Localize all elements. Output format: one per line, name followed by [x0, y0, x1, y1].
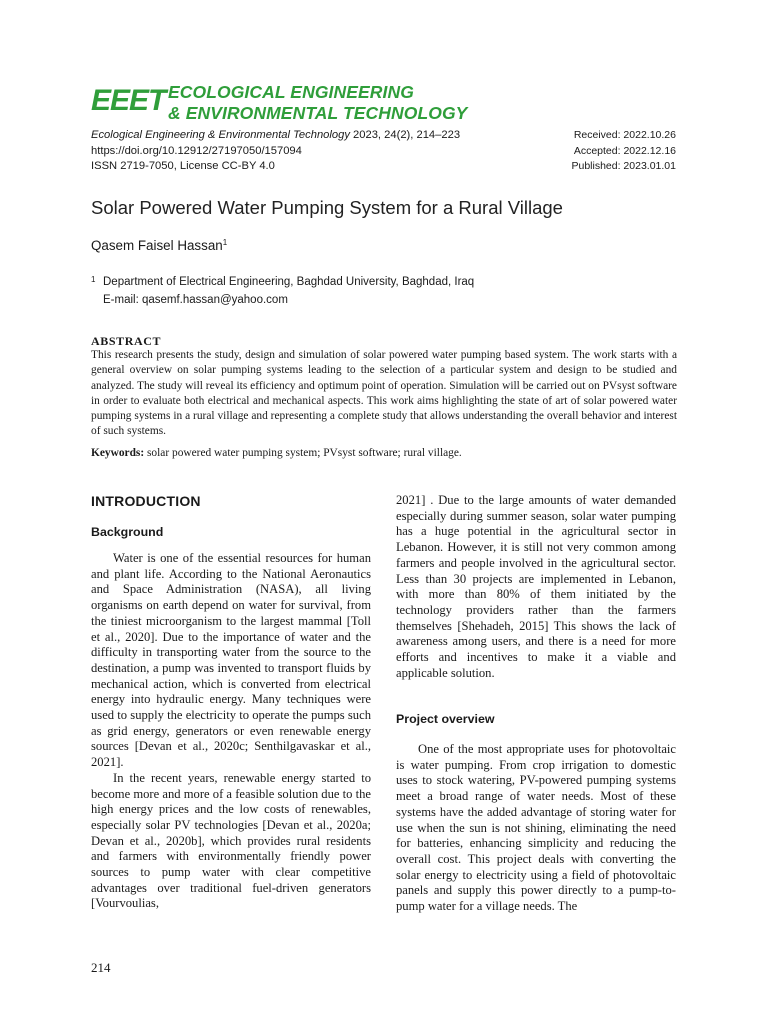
- doi-link[interactable]: https://doi.org/10.12912/27197050/157094: [91, 144, 302, 157]
- abstract-heading: ABSTRACT: [91, 334, 162, 348]
- right-column-text-2: [396, 742, 676, 915]
- citation-volume: 2023, 24(2), 214–223: [349, 129, 461, 141]
- keywords-list: solar powered water pumping system; PVsyst software; rural village.: [144, 447, 462, 459]
- page-number: 214: [91, 960, 111, 975]
- citation-journal: Ecological Engineering & Environmental Technology: [91, 129, 350, 141]
- author-name: [91, 238, 227, 253]
- background-heading: Background: [91, 525, 164, 539]
- affiliation-block: [91, 273, 474, 309]
- journal-logo: EEET: [91, 84, 166, 117]
- left-column-text: [91, 551, 371, 912]
- paragraph: Water is one of the essential resources for human and plant life. According to the National Aeronautics and Space Administration (NASA), all living organisms on earth depend on water for survival, from the tiniest microorganism to the largest mammal [Toll et al., 2020]. Due to the importance of water and the difficulty in transporting water from the source to the destination, a pump was invented to transport fluids by mechanical action, which is converted from electrical energy into hydraulic energy. Many techniques were used to supply the electricity to operate the pumps such as grid energy, generators or even renewable energy sources [Devan et al., 2020c; Senthilgavaskar et al., 2021].: [91, 551, 371, 770]
- paragraph: In the recent years, renewable energy started to become more and more of a feasible solution due to the high energy prices and the low costs of renewables, especially solar PV technologies [Devan et al., 2020a; Devan et al., 2020b], which provides rural residents and farmers with environmentally friendly power sources to pump water with clear competitive advantages over traditional fuel-driven generators [Vourvoulias,: [91, 770, 371, 911]
- author-email[interactable]: E-mail: qasemf.hassan@yahoo.com: [103, 294, 288, 306]
- affiliation-number: 1: [91, 275, 96, 284]
- journal-name-line2: & ENVIRONMENTAL TECHNOLOGY: [168, 103, 468, 123]
- article-title: Solar Powered Water Pumping System for a Rural Village: [91, 197, 563, 218]
- abstract-text: This research presents the study, design and simulation of solar powered water pumping based system. The work starts with a general overview on solar pumping systems leading to the selection of a particular system and design to be studied and analyzed. The study will reveal its efficiency and optimum point of operation. Simulation will be carried out on PVsyst software in order to evaluate both electrical and mechanical aspects. This work aims highlighting the state of art of solar powered water pumping systems in a rural village and representing a complete study that allows understanding the overall behavior and interest of such systems.: [91, 349, 677, 438]
- issn-license: ISSN 2719-7050, License CC-BY 4.0: [91, 160, 275, 172]
- affiliation-text: Department of Electrical Engineering, Baghdad University, Baghdad, Iraq: [103, 276, 475, 288]
- right-column-text: [396, 493, 676, 681]
- author-text: Qasem Faisel Hassan: [91, 238, 223, 253]
- journal-name: [168, 82, 467, 124]
- introduction-heading: INTRODUCTION: [91, 493, 201, 509]
- published-date: Published: 2023.01.01: [571, 160, 676, 172]
- paragraph: One of the most appropriate uses for photovoltaic is water pumping. From crop irrigation to domestic uses to stock watering, PV-powered pumping systems meet a broad range of water needs. Most of these systems have the added advantage of storing water for use when the sun is not shining, eliminating the need for batteries, enhancing simplicity and reducing the overall cost. This project deals with converting the solar energy to electricity using a field of photovoltaic panels and supply this power directly to a pump-to-pump water for a village needs. The: [396, 742, 676, 914]
- accepted-date: Accepted: 2022.12.16: [573, 144, 676, 157]
- paragraph: 2021] . Due to the large amounts of water demanded especially during summer season, solar water pumping has a huge potential in the agricultural sector in Lebanon. However, it is still not very common among farmers and people involved in the agricultural sector. Less than 30 projects are implemented in Lebanon, with more than 80% of them initiated by the technology providers rather than the farmers themselves [Shehadeh, 2015] This shows the lack of awareness among users, and there is a need for more efforts and incentives to make it a viable and applicable solution.: [396, 493, 676, 680]
- journal-name-line1: ECOLOGICAL ENGINEERING: [168, 82, 414, 102]
- dates-block: [571, 128, 676, 175]
- citation-line: [91, 128, 460, 144]
- keywords: [91, 446, 677, 461]
- citation-block: [91, 128, 460, 175]
- project-overview-heading: Project overview: [396, 712, 495, 726]
- keywords-label: Keywords:: [91, 447, 145, 459]
- author-affil-mark: 1: [222, 238, 228, 247]
- received-date: Received: 2022.10.26: [573, 129, 676, 141]
